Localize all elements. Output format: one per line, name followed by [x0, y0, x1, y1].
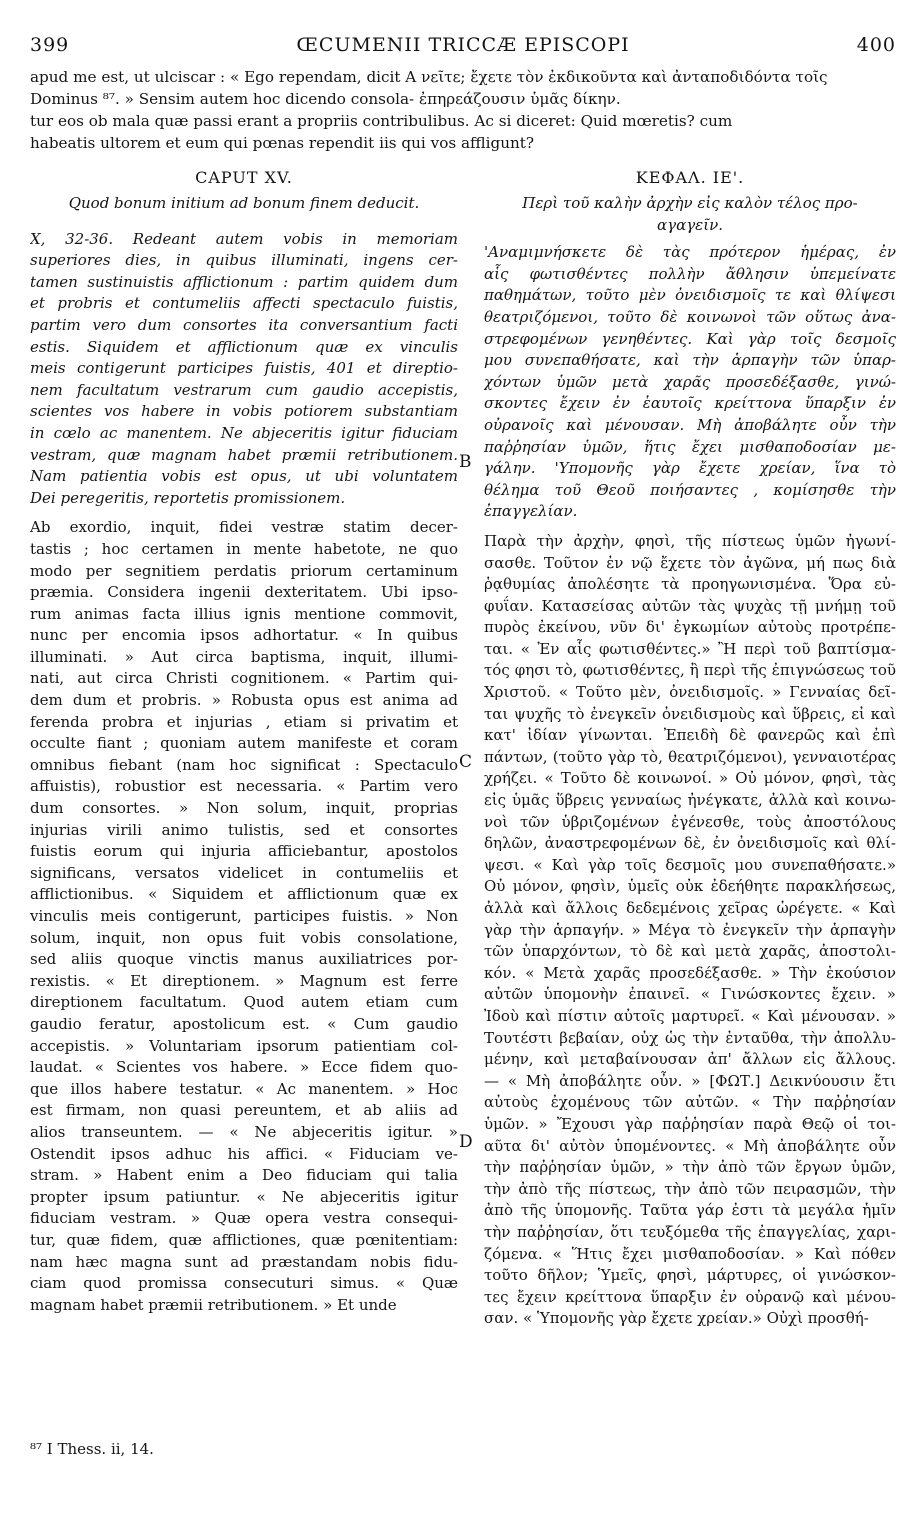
intro-paragraph — [30, 66, 896, 154]
greek-commentary-line: Παρὰ τὴν ἀρχὴν, φησὶ, τῆς πίστεως ὑμῶν ἠγωνί- — [484, 531, 896, 550]
greek-commentary-line: αὐτῶν ὑπομονὴν ἐπαινεῖ. « Γινώσκοντες ἔχειν. » — [484, 985, 896, 1004]
greek-commentary-line: φυΐαν. Κατασείσας αὐτῶν τὰς ψυχὰς τῇ μνήμῃ τοῦ — [484, 596, 896, 615]
latin-text-line: tamen sustinuistis afflictionum : partim quidem dum — [30, 272, 458, 291]
greek-commentary-line: σαν. « Ὑπομονῆς γὰρ ἔχετε χρείαν.» Οὐχὶ προσθή- — [484, 1309, 869, 1328]
latin-commentary — [30, 517, 458, 1316]
latin-commentary-line: illuminati. » Aut circa baptisma, inquit, illumi- — [30, 647, 458, 666]
footnote: ⁸⁷ I Thess. ii, 14. — [30, 1440, 154, 1458]
latin-commentary-line: gaudio feratur, apostolicum est. « Cum gaudio — [30, 1014, 458, 1033]
latin-commentary-line: propter ipsum patiuntur. « Ne abjeceritis igitur — [30, 1187, 458, 1206]
latin-commentary-line: affuistis), robustior est necessaria. « Partim vero — [30, 777, 458, 796]
greek-text-line: στρεφομένων γενηθέντες. Καὶ γὰρ τοῖς δεσμοῖς — [484, 329, 896, 348]
latin-chapter-heading: CAPUT XV. — [195, 168, 293, 187]
greek-commentary — [484, 531, 896, 1330]
latin-commentary-line: fuistis eorum qui injuria afficiebantur, apostolos — [30, 842, 458, 861]
latin-column — [30, 167, 458, 1316]
margin-marker-d: D — [459, 1132, 473, 1152]
latin-commentary-line: ciam quod promissa consecuturi simus. « Quæ — [30, 1274, 458, 1293]
latin-commentary-line: rum animas facta illius ignis mentione commovit, — [30, 604, 458, 623]
latin-commentary-line: stram. » Habent enim a Deo fiduciam qui talia — [30, 1166, 458, 1185]
latin-commentary-line: præmia. Considera ingenii dexteritatem. Ubi ipso- — [30, 583, 458, 602]
greek-commentary-line: πάντων, (τοῦτο γὰρ τὸ, θεατριζόμενοι), γενναιοτέρας — [484, 747, 896, 766]
greek-commentary-line: τὴν ἀπὸ τῆς πίστεως, τὴν ἀπὸ τῶν πειρασμῶν, τὴν — [484, 1179, 896, 1198]
latin-commentary-line: alios transeuntem. — « Ne abjeceritis igitur. » — [30, 1122, 458, 1141]
latin-commentary-line: solum, inquit, non opus fuit vobis consolatione, — [30, 928, 458, 947]
greek-commentary-line: ῥᾳθυμίας ἀπολέσητε τὰ προηγωνισμένα. Ὅρα εὐ- — [484, 575, 896, 594]
latin-commentary-line: sed aliis quoque vinctis manus auxiliatrices por- — [30, 950, 458, 969]
latin-commentary-line: modo per segnitiem perdatis priorum certaminum — [30, 561, 458, 580]
greek-commentary-line: ὑμῶν. » Ἔχουσι γὰρ παῤῥησίαν παρὰ Θεῷ οἱ τοι- — [484, 1114, 896, 1133]
latin-text-line: nem facultatum vestrarum cum gaudio accepistis, — [30, 380, 458, 399]
greek-commentary-line: ται. « Ἐν αἷς φωτισθέντες.» Ἢ περὶ τοῦ βαπτίσμα- — [484, 639, 896, 658]
greek-text-line: παῤῥησίαν ὑμῶν, ἥτις ἔχει μισθαποδοσίαν με- — [484, 437, 896, 456]
latin-text-line: scientes vos habere in vobis potiorem substantiam — [30, 402, 458, 421]
greek-commentary-line: Χριστοῦ. « Τοῦτο μὲν, ὀνειδισμοῖς. » Γενναίας δεῖ- — [484, 683, 896, 702]
latin-commentary-line: tastis ; hoc certamen in mente habetote, ne quo — [30, 539, 458, 558]
greek-commentary-line: Οὐ μόνον, φησὶν, ὑμεῖς οὐκ ἐδεήθητε παρακλήσεως, — [484, 877, 896, 896]
intro-line: habeatis ultorem et eum qui pœnas rependit iis qui vos affligunt? — [30, 134, 535, 152]
greek-commentary-line: νοὶ τῶν ὑβριζομένων ἐγένεσθε, τοὺς ἀποστόλους — [484, 812, 896, 831]
greek-commentary-line: ζόμενα. « Ἥτις ἔχει μισθαποδοσίαν. » Καὶ πόθεν — [484, 1244, 896, 1263]
latin-commentary-line: tur, quæ fidem, quæ afflictiones, quæ pœnitentiam: — [30, 1230, 458, 1249]
latin-commentary-line: afflictionibus. « Siquidem et afflictionum quæ ex — [30, 885, 458, 904]
greek-scripture-text — [484, 242, 896, 523]
greek-text-line: παθημάτων, τοῦτο μὲν ὀνειδισμοῖς τε καὶ θλίψεσι — [484, 286, 896, 305]
intro-line: apud me est, ut ulciscar : « Ego rependam, dicit A νεῖτε; ἔχετε τὸν ἐκδικοῦντα καὶ ἀνταποδιδόντα τοῖς — [30, 68, 828, 86]
intro-line: tur eos ob mala quæ passi erant a propriis contribulibus. Ac si diceret: Quid mœretis? cum — [30, 112, 733, 130]
page-header — [30, 34, 896, 62]
latin-text-line: estis. Siquidem et afflictionum quæ ex vinculis — [30, 337, 458, 356]
greek-commentary-line: αὐτοὺς ἐχομένους τῶν αὐτῶν. « Τὴν παῤῥησίαν — [484, 1093, 896, 1112]
greek-text-line: χόντων ὑμῶν μετὰ χαρᾶς προσεδέξασθε, γινώ- — [484, 372, 896, 391]
greek-text-line: αἷς φωτισθέντες πολλὴν ἄθλησιν ὑπεμείνατε — [484, 264, 896, 283]
latin-text-line: meis contigerunt participes fuistis, 401 et direptio- — [30, 359, 458, 378]
latin-text-line: et probris et contumeliis affecti spectaculo fuistis, — [30, 294, 458, 313]
latin-text-line: Dei peregeritis, reportetis promissionem. — [30, 488, 346, 507]
latin-commentary-line: significans, versatos videlicet in contumeliis et — [30, 863, 458, 882]
greek-commentary-line: Ἰδοὺ καὶ πίστιν αὐτοῖς μαρτυρεῖ. « Καὶ μένουσαν. » — [484, 1006, 896, 1025]
greek-chapter-heading: ΚΕΦΑΛ. ΙΕ'. — [635, 168, 745, 187]
latin-commentary-line: rexistis. « Et direptionem. » Magnum est ferre — [30, 971, 458, 990]
latin-commentary-line: direptionem facultatum. Quod autem etiam cum — [30, 993, 458, 1012]
latin-commentary-line: ferenda probra et injurias , etiam si privatim et — [30, 712, 458, 731]
greek-text-line: 'Αναμιμνήσκετε δὲ τὰς πρότερον ἡμέρας, ἐν — [484, 243, 896, 262]
greek-commentary-line: χρήζει. « Τοῦτο δὲ κοινωνοί. » Οὐ μόνον, φησὶ, τὰς — [484, 769, 896, 788]
greek-commentary-line: τός φησι τὸ, φωτισθέντες, ἢ περὶ τῆς ἐπιγνώσεως τοῦ — [484, 661, 896, 680]
greek-summary-line: αγαγεῖν. — [656, 215, 723, 234]
greek-commentary-line: — « Μὴ ἀποβάλητε οὖν. » [ΦΩΤ.] Δεικνύουσιν ἔτι — [484, 1071, 896, 1090]
latin-commentary-line: que illos habere testatur. « Ac manentem. » Hoc — [30, 1079, 458, 1098]
greek-commentary-line: τῶν ὑπαρχόντων, τὸ δὲ καὶ μετὰ χαρᾶς, ἀποστολι- — [484, 942, 896, 961]
greek-commentary-line: τες ἔχειν κρείττονα ὕπαρξιν ἐν οὐρανῷ καὶ μένου- — [484, 1287, 896, 1306]
greek-commentary-line: τὴν παῤῥησίαν ὑμῶν, » τὴν ἀπὸ τῶν ἔργων ὑμῶν, — [484, 1158, 896, 1177]
latin-text-line: X, 32-36. Redeant autem vobis in memoriam — [30, 229, 458, 248]
running-head: ŒCUMENII TRICCÆ EPISCOPI — [296, 34, 630, 56]
greek-commentary-line: τὴν παῤῥησίαν, ὅτι τευξόμεθα τῆς ἐπαγγελίας, χαρι- — [484, 1222, 896, 1241]
greek-commentary-line: εἰς ὑμᾶς ὕβρεις γενναίως ἠνέγκατε, ἀλλὰ καὶ κοινω- — [484, 791, 896, 810]
margin-marker-c: C — [459, 752, 473, 772]
greek-text-line: θέλημα τοῦ Θεοῦ ποιήσαντες , κομίσησθε τὴν — [484, 480, 896, 499]
greek-text-line: μου συνεπαθήσατε, καὶ τὴν ἁρπαγὴν τῶν ὑπαρ- — [484, 351, 896, 370]
greek-commentary-line: ψεσι. « Καὶ γὰρ τοῖς δεσμοῖς μου συνεπαθήσατε.» — [484, 855, 896, 874]
latin-commentary-line: injurias virili animo tulistis, sed et consortes — [30, 820, 458, 839]
greek-commentary-line: γὰρ τὴν ἁρπαγήν. » Μέγα τὸ ἐνεγκεῖν τὴν ἁρπαγὴν — [484, 920, 896, 939]
latin-text-line: in cœlo ac manentem. Ne abjeceritis igitur fiduciam — [30, 423, 458, 442]
page-number-right: 400 — [856, 34, 896, 56]
intro-line: Dominus ⁸⁷. » Sensim autem hoc dicendo consola- ἐπηρεάζουσιν ὑμᾶς δίκην. — [30, 90, 621, 108]
latin-commentary-line: Ostendit ipsos adhuc his affici. « Fiduciam ve- — [30, 1144, 458, 1163]
greek-commentary-line: Τουτέστι βεβαίαν, οὐχ ὡς τὴν ἐνταῦθα, τὴν ἀπολλυ- — [484, 1028, 896, 1047]
greek-commentary-line: ἀλλὰ καὶ ἄλλοις δεδεμένοις χεῖρας ὠρέγετε. « Καὶ — [484, 899, 896, 917]
margin-marker-b: B — [459, 452, 472, 472]
latin-commentary-line: nati, aut circa Christi cognitionem. « Partim qui- — [30, 669, 458, 688]
latin-commentary-line: magnam habet præmii retributionem. » Et unde — [30, 1295, 397, 1314]
greek-commentary-line: σασθε. Τοῦτον ἐν νῷ ἔχετε τὸν ἀγῶνα, μή πως διὰ — [484, 553, 896, 572]
greek-commentary-line: αῦτα δι' αὐτὸν ὑπομένοντες. « Μὴ ἀποβάλητε οὖν — [484, 1136, 896, 1155]
page-number-left: 399 — [30, 34, 70, 56]
greek-text-line: θεατριζόμενοι, τοῦτο δὲ κοινωνοὶ τῶν οὕτως ἀνα- — [484, 307, 896, 326]
greek-column — [484, 167, 896, 1330]
greek-commentary-line: ἀπὸ τῆς ὑπομονῆς. Ταῦτα γάρ ἐστι τὰ μεγάλα ἡμῖν — [484, 1201, 896, 1220]
greek-text-line: σκοντες ἔχειν ἐν ἑαυτοῖς κρείττονα ὕπαρξιν ἐν — [484, 394, 896, 413]
greek-commentary-line: κατ' ἰδίαν γίνωνται. Ἐπειδὴ δὲ φανερῶς καὶ ἐπὶ — [484, 726, 896, 745]
latin-text-line: superiores dies, in quibus illuminati, ingens cer- — [30, 251, 458, 270]
greek-commentary-line: δηλῶν, ἀναστρεφομένων δὲ, ἐν ὀνειδισμοῖς καὶ θλί- — [484, 834, 896, 853]
greek-summary-line: Περὶ τοῦ καλὴν ἀρχὴν εἰς καλὸν τέλος προ- — [522, 194, 858, 212]
greek-commentary-line: μένην, καὶ μεταβαίνουσαν ἀπ' ἄλλων εἰς ἄλλους. — [484, 1050, 896, 1069]
latin-scripture-text — [30, 229, 458, 510]
latin-commentary-line: laudat. « Scientes vos habere. » Ecce fidem quo- — [30, 1058, 458, 1077]
greek-commentary-line: τοῦτο δῆλον; Ὑμεῖς, φησὶ, μάρτυρες, οἱ γινώσκον- — [484, 1266, 896, 1285]
latin-commentary-line: omnibus fiebant (nam hoc significat : Spectaculo — [30, 755, 458, 774]
latin-commentary-line: fiduciam vestram. » Quæ opera vestra consequi- — [30, 1209, 458, 1228]
greek-text-line: γάλην. 'Υπομονῆς γὰρ ἔχετε χρείαν, ἵνα τὸ — [484, 459, 896, 478]
greek-commentary-line: ται ψυχῆς τὸ ἐνεγκεῖν ὀνειδισμοὺς καὶ ὕβρεις, εἰ καὶ — [484, 704, 896, 723]
latin-commentary-line: vinculis meis contigerunt, participes fuistis. » Non — [30, 907, 458, 925]
greek-commentary-line: κόν. « Μετὰ χαρᾶς προσεδέξασθε. » Τὴν ἑκούσιον — [484, 963, 896, 982]
greek-text-line: ἐπαγγελίαν. — [484, 502, 578, 521]
latin-commentary-line: accepistis. » Voluntariam ipsorum patientiam col- — [30, 1036, 458, 1055]
latin-commentary-line: dem dum et probris. » Robusta opus est anima ad — [30, 691, 458, 710]
latin-commentary-line: Ab exordio, inquit, fidei vestræ statim decer- — [30, 518, 458, 537]
latin-commentary-line: occulte fiant ; quoniam autem manifeste et coram — [30, 734, 458, 753]
latin-chapter-summary: Quod bonum initium ad bonum finem deducit. — [68, 194, 420, 212]
latin-text-line: vestram, quæ magnam habet præmii retributionem. — [30, 445, 458, 464]
greek-commentary-line: πυρὸς ἐκείνου, νῦν δι' ἐγκωμίων αὐτοὺς προτρέπε- — [484, 618, 896, 637]
latin-text-line: partim vero dum consortes ita conversantium facti — [30, 315, 458, 334]
latin-commentary-line: nam hæc magna sunt ad præstandam nobis fidu- — [30, 1252, 458, 1271]
latin-text-line: Nam patientia vobis est opus, ut ubi voluntatem — [30, 467, 458, 486]
latin-commentary-line: nunc per encomia ipsos adhortatur. « In quibus — [30, 626, 458, 645]
latin-commentary-line: est firmam, non quasi pereuntem, et ab aliis ad — [30, 1101, 458, 1120]
greek-text-line: οὐρανοῖς καὶ μένουσαν. Μὴ ἀποβάλητε οὖν τὴν — [484, 415, 896, 434]
latin-commentary-line: dum consortes. » Non solum, inquit, proprias — [30, 799, 458, 818]
